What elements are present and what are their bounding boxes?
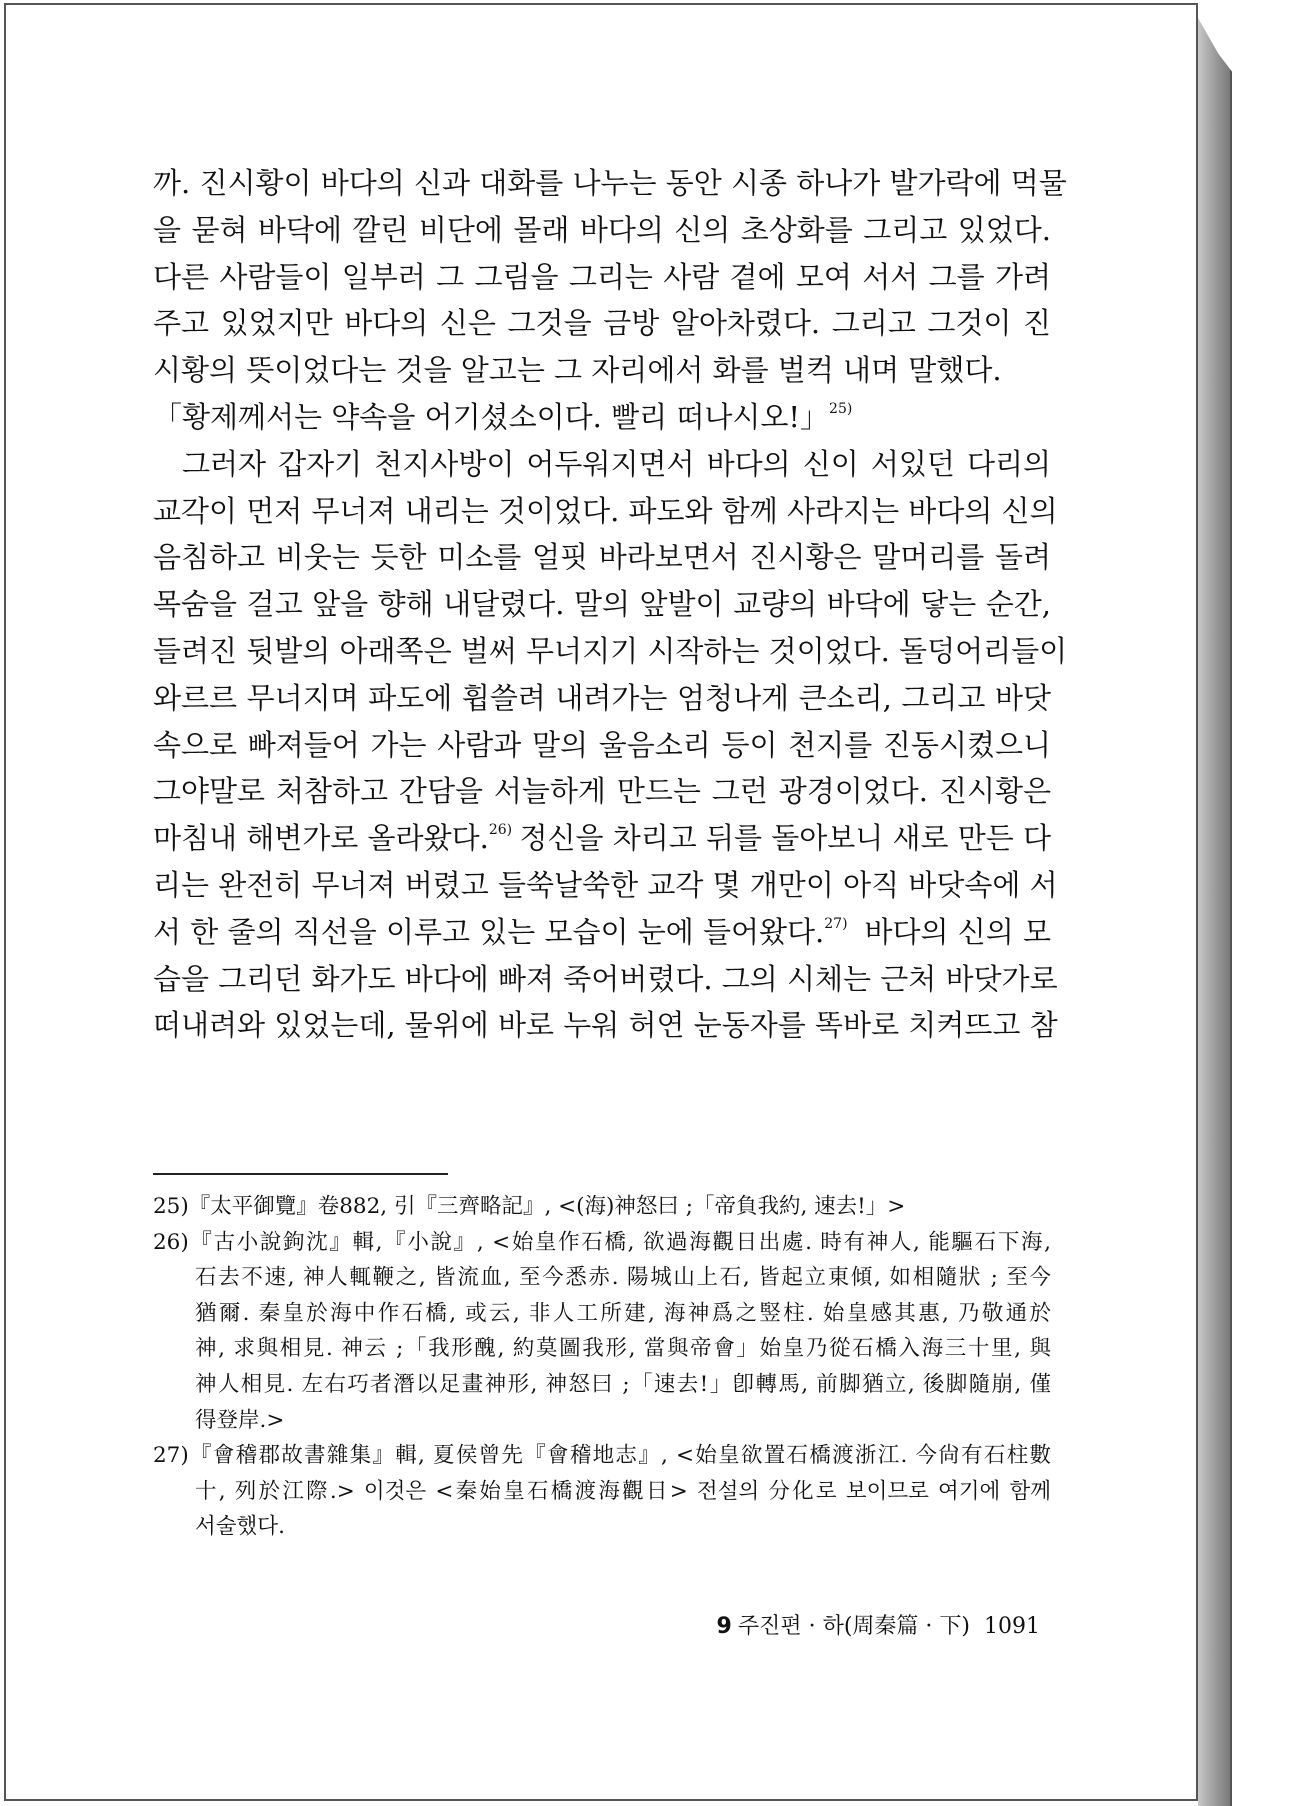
running-footer	[690, 1610, 1040, 1644]
page-number: 1091	[984, 1614, 1040, 1639]
body-text	[153, 160, 1068, 1049]
body-line: 떠내려와 있었는데, 물위에 바로 누워 허연 눈동자를 똑바로 치켜뜨고 참	[153, 1008, 1058, 1043]
body-line-part: 정신을 차리고 뒤를 돌아보니 새로 만든 다	[519, 821, 1051, 856]
body-line-part: 마침내 해변가로 올라왔다.$^{26)}$	[153, 821, 513, 856]
footnote-25: 25)『太平御覽』卷882, 引『三齊略記』, <(海)神怒曰 ;「帝負我約, 速去!」>	[153, 1194, 906, 1219]
section-number: 9	[716, 1614, 732, 1639]
footnote-divider	[153, 1173, 448, 1175]
footnote-26-cont: 神, 求與相見. 神云 ;「我形醜, 約莫圖我形, 當與帝會」始皇乃從石橋入海三十里, 與	[195, 1336, 1051, 1362]
body-line: 그러자 갑자기 천지사방이 어두워지면서 바다의 신이 서있던 다리의	[182, 446, 1051, 481]
body-line: 주고 있었지만 바다의 신은 그것을 금방 알아차렸다. 그리고 그것이 진	[153, 306, 1051, 341]
footnote-26-cont: 石去不速, 神人輒鞭之, 皆流血, 至今悉赤. 陽城山上石, 皆起立東傾, 如相隨狀 ; 至今	[195, 1265, 1051, 1291]
body-line: 속으로 빠져들어 가는 사람과 말의 울음소리 등이 천지를 진동시켰으니	[153, 727, 1051, 762]
body-line: 교각이 먼저 무너져 내리는 것이었다. 파도와 함께 사라지는 바다의 신의	[153, 493, 1058, 528]
body-line: 목숨을 걸고 앞을 향해 내달렸다. 말의 앞발이 교량의 바닥에 닿는 순간,	[153, 587, 1051, 622]
footnote-ref-26: 26)	[488, 822, 513, 839]
body-line: 음침하고 비웃는 듯한 미소를 얼핏 바라보면서 진시황은 말머리를 돌려	[153, 540, 1051, 575]
body-line: 다른 사람들이 일부러 그 그림을 그리는 사람 곁에 모여 서서 그를 가려	[153, 259, 1051, 294]
footnote-26-cont: 神人相見. 左右巧者潛以足畫神形, 神怒曰 ;「速去!」卽轉馬, 前脚猶立, 後脚隨崩, 僅	[195, 1371, 1051, 1397]
body-line	[153, 815, 1051, 862]
footnote-26-cont: 猶爾. 秦皇於海中作石橋, 或云, 非人工所建, 海神爲之竪柱. 始皇感其惠, 乃敬通於	[195, 1300, 1051, 1326]
footnote-ref-27: 27)	[824, 915, 848, 932]
body-line: 시황의 뜻이었다는 것을 알고는 그 자리에서 화를 벌컥 내며 말했다.	[153, 353, 1002, 388]
body-line: 까. 진시황이 바다의 신과 대화를 나누는 동안 시종 하나가 발가락에 먹물	[153, 166, 1067, 200]
footnote-26-cont: 得登岸.>	[195, 1407, 285, 1433]
body-line: 들려진 뒷발의 아래쪽은 벌써 무너지기 시작하는 것이었다. 돌덩어리들이	[153, 633, 1068, 668]
footnotes	[153, 1189, 1051, 1545]
body-line: 그야말로 처참하고 간담을 서늘하게 만드는 그런 광경이었다. 진시황은	[153, 774, 1051, 809]
footnote-27: 27)『會稽郡故書雜集』輯, 夏侯曾先『會稽地志』, <始皇欲置石橋渡浙江. 今尙有石柱數	[153, 1443, 1051, 1469]
body-line: 리는 완전히 무너져 버렸고 들쑥날쑥한 교각 몇 개만이 아직 바닷속에 서	[153, 867, 1058, 902]
footnote-ref-25: 25)	[829, 400, 853, 417]
footnote-27-cont: 十, 列於江際.> 이것은 <秦始皇石橋渡海觀日> 전설의 分化로 보이므로 여기에 함께	[195, 1478, 1051, 1504]
footnote-26: 26)『古小說鉤沈』輯,『小說』, <始皇作石橋, 欲過海觀日出處. 時有神人, 能驅石下海,	[153, 1229, 1051, 1255]
body-line-part: 바다의 신의 모	[864, 914, 1051, 949]
quote-text: 「황제께서는 약속을 어기셨소이다. 빨리 떠나시오!」	[153, 399, 830, 434]
body-line: 을 묻혀 바닥에 깔린 비단에 몰래 바다의 신의 초상화를 그리고 있었다.	[153, 212, 1051, 247]
body-line: 습을 그리던 화가도 바다에 빠져 죽어버렸다. 그의 시체는 근처 바닷가로	[153, 961, 1058, 996]
footnote-27-cont: 서술했다.	[195, 1514, 285, 1540]
quote-line	[153, 394, 1051, 441]
section-title: 주진편 · 하(周秦篇 · 下)	[737, 1614, 970, 1639]
page-stack-edge	[1198, 18, 1232, 1806]
body-line-part: 서 한 줄의 직선을 이루고 있는 모습이 눈에 들어왔다.$^{27)}$	[153, 914, 848, 949]
body-line	[153, 909, 1051, 956]
body-line: 와르르 무너지며 파도에 휩쓸려 내려가는 엄청나게 큰소리, 그리고 바닷	[153, 680, 1051, 715]
